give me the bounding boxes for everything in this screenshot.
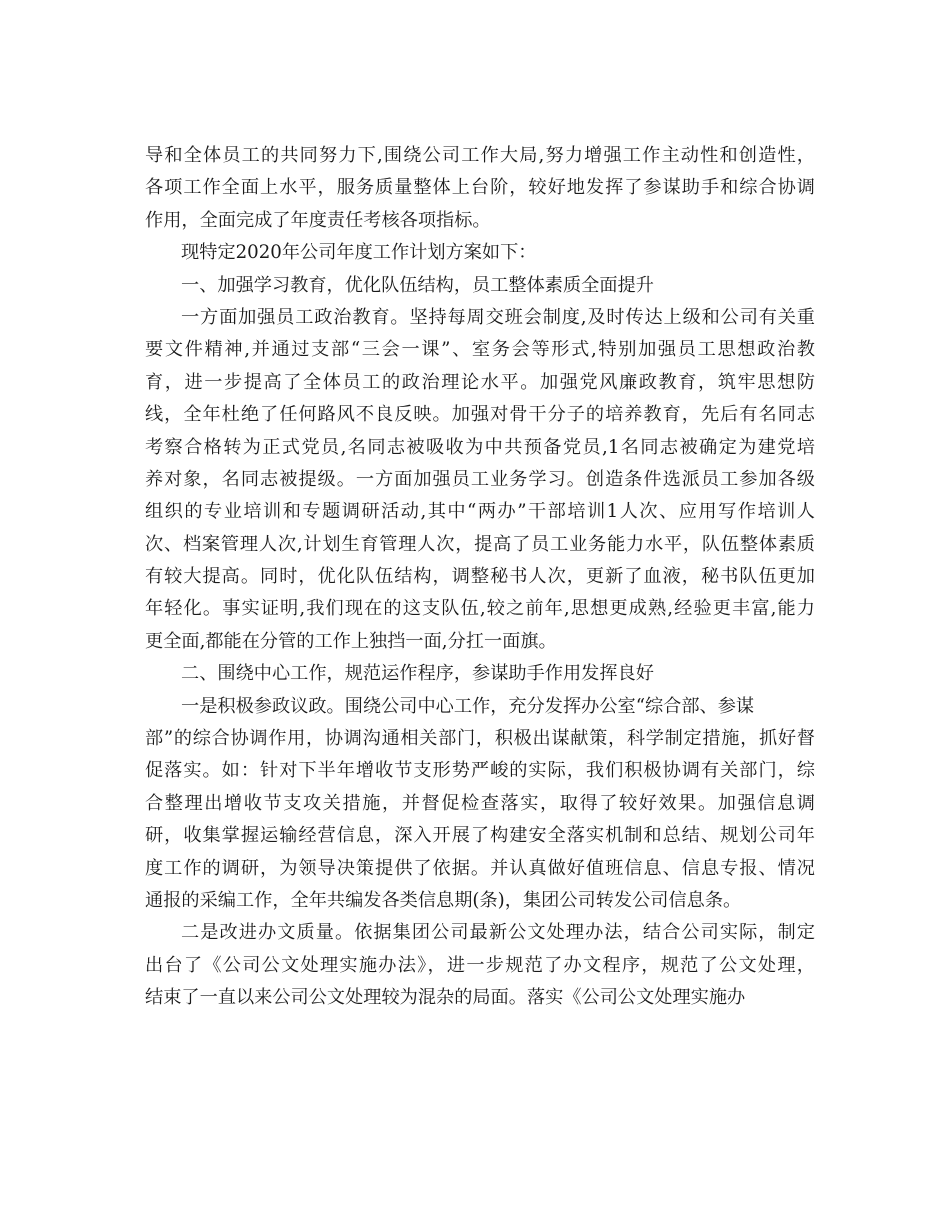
- paragraph: [145, 270, 815, 302]
- paragraph: [145, 237, 815, 269]
- text-line: 现特定2020年公司年度工作计划方案如下：: [181, 242, 537, 264]
- document-body: [145, 140, 815, 1015]
- text-line: 组织的专业培训和专题调研活动,其中“两办”干部培训1人次、应用写作培训人: [145, 501, 815, 523]
- text-line: 度工作的调研，为领导决策提供了依据。并认真做好值班信息、信息专报、情况: [145, 857, 815, 879]
- text-line: 考察合格转为正式党员,名同志被吸收为中共预备党员,1名同志被确定为建党培: [145, 436, 815, 458]
- text-line: 二、围绕中心工作，规范运作程序，参谋助手作用发挥良好: [181, 663, 654, 685]
- text-line: 育，进一步提高了全体员工的政治理论水平。加强党风廉政教育，筑牢思想防: [145, 371, 815, 393]
- text-line: 一方面加强员工政治教育。坚持每周交班会制度,及时传达上级和公司有关重: [181, 306, 815, 328]
- text-line: 次、档案管理人次,计划生育管理人次，提高了员工业务能力水平，队伍整体素质: [145, 533, 815, 555]
- text-line: 导和全体员工的共同努力下,围绕公司工作大局,努力增强工作主动性和创造性，: [145, 145, 815, 166]
- text-line: 二是改进办文质量。依据集团公司最新公文处理办法，结合公司实际，制定: [181, 922, 815, 944]
- text-line: 一、加强学习教育，优化队伍结构，员工整体素质全面提升: [181, 274, 654, 296]
- text-line: 线，全年杜绝了任何路风不良反映。加强对骨干分子的培养教育，先后有名同志: [145, 404, 815, 426]
- text-line: 各项工作全面上水平，服务质量整体上台阶，较好地发挥了参谋助手和综合协调: [145, 177, 815, 199]
- paragraph: [145, 140, 815, 237]
- text-line: 研，收集掌握运输经营信息，深入开展了构建安全落实机制和总结、规划公司年: [145, 825, 815, 847]
- text-line: 出台了《公司公文处理实施办法》，进一步规范了办文程序，规范了公文处理，: [145, 954, 815, 976]
- text-line: 促落实。如：针对下半年增收节支形势严峻的实际，我们积极协调有关部门，综: [145, 760, 815, 782]
- paragraph: [145, 691, 815, 918]
- paragraph: [145, 917, 815, 1014]
- text-line: 合整理出增收节支攻关措施，并督促检查落实，取得了较好效果。加强信息调: [145, 792, 815, 814]
- text-line: 年轻化。事实证明,我们现在的这支队伍,较之前年,思想更成熟,经验更丰富,能力: [145, 598, 815, 620]
- text-line: 部”的综合协调作用，协调沟通相关部门，积极出谋献策，科学制定措施，抓好督: [145, 728, 815, 750]
- text-line: 结束了一直以来公司公文处理较为混杂的局面。落实《公司公文处理实施办: [145, 987, 746, 1009]
- text-line: 有较大提高。同时，优化队伍结构，调整秘书人次，更新了血液，秘书队伍更加: [145, 566, 815, 588]
- text-line: 一是积极参政议政。围绕公司中心工作，充分发挥办公室“综合部、参谋: [181, 695, 755, 717]
- text-line: 通报的采编工作，全年共编发各类信息期(条)，集团公司转发公司信息条。: [145, 889, 742, 911]
- text-line: 作用，全面完成了年度责任考核各项指标。: [145, 209, 491, 231]
- text-line: 养对象，名同志被提级。一方面加强员工业务学习。创造条件选派员工参加各级: [145, 468, 815, 490]
- paragraph: [145, 302, 815, 658]
- paragraph: [145, 658, 815, 690]
- text-line: 要文件精神,并通过支部“三会一课”、室务会等形式,特别加强员工思想政治教: [145, 339, 815, 361]
- text-line: 更全面,都能在分管的工作上独挡一面,分扛一面旗。: [145, 630, 557, 652]
